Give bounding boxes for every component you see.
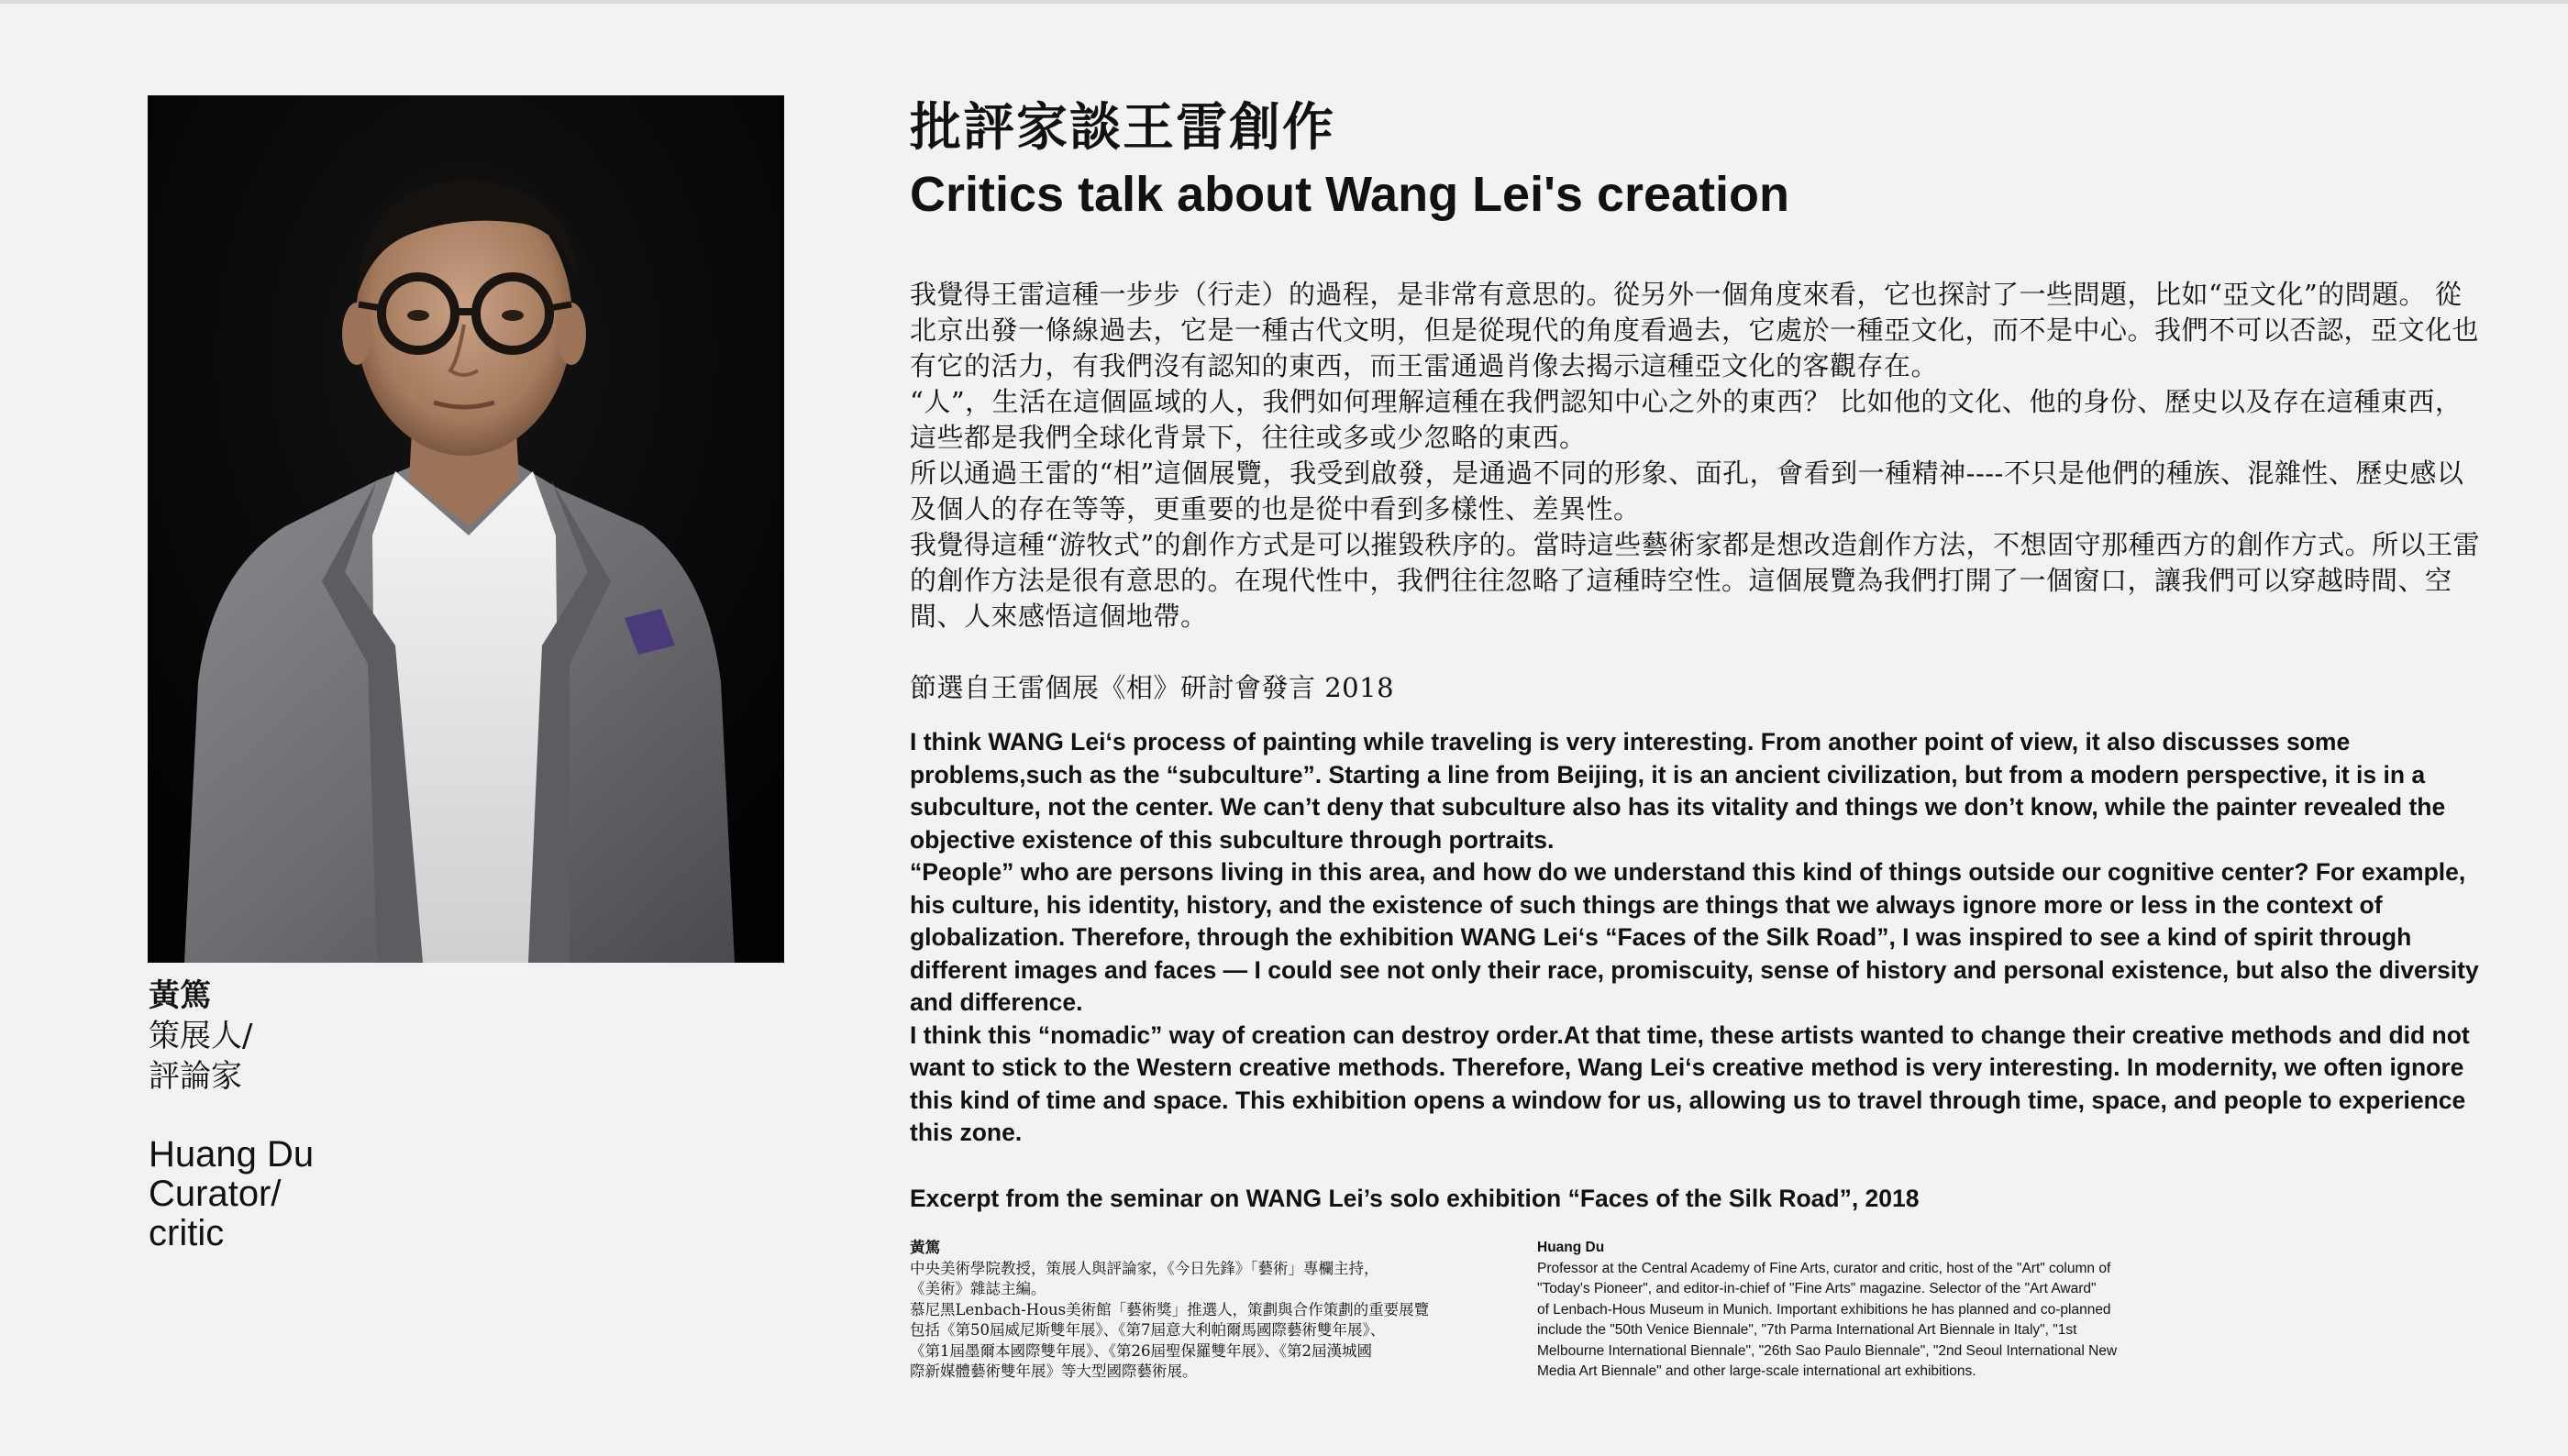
bio-english-line: include the "50th Venice Biennale", "7th Parma International Art Biennale in Italy", "1st <box>1537 1322 2077 1338</box>
bio-chinese-line: 中央美術學院教授，策展人與評論家，《今日先鋒》「藝術」專欄主持， <box>910 1259 1379 1277</box>
chinese-paragraph: 我覺得王雷這種一步步（行走）的過程，是非常有意思的。從另外一個角度來看，它也探討了一些問題，比如“亞文化”的問題。 從北京出發一條線過去，它是一種古代文明，但是從現代的角度看過去，它處於一種亞文化，而不是中心。我們不可以否認，亞文化也有它的活力，有我們沒有認知的東西，而王雷通過肖像去揭示這種亞文化的客觀存在。 <box>910 279 2480 381</box>
chinese-source-note: 節選自王雷個展《相》研討會發言 2018 <box>910 672 1395 703</box>
bio-english-line: of Lenbach-Hous Museum in Munich. Important exhibitions he has planned and co-planned <box>1537 1301 2111 1318</box>
person-caption <box>149 976 625 1253</box>
bio-chinese-line: 《第1屆墨爾本國際雙年展》、《第26屆聖保羅雙年展》、《第2屆漢城國 <box>910 1341 1372 1360</box>
chinese-paragraph: 所以通過王雷的“相”這個展覽，我受到啟發，是通過不同的形象、面孔，會看到一種精神----不只是他們的種族、混雜性、歷史感以及個人的存在等等，更重要的也是從中看到多樣性、差異性。 <box>910 458 2464 524</box>
top-divider <box>0 0 2568 4</box>
person-role-cn-line-1: 策展人/ <box>149 1018 253 1054</box>
page-title-cn: 批評家談王雷創作 <box>910 98 1335 158</box>
chinese-paragraph: 我覺得這種“游牧式”的創作方式是可以摧毀秩序的。當時這些藝術家都是想改造創作方法，不想固守那種西方的創作方式。所以王雷的創作方法是很有意思的。在現代性中，我們往往忽略了這種時空性。這個展覽為我們打開了一個窗口，讓我們可以穿越時間、空間、人來感悟這個地帶。 <box>910 529 2481 632</box>
english-paragraph: “People” who are persons living in this area, and how do we understand this kind of things outside our cognitive center? For example, his culture, his identity, history, and the existence of such things are things that we always ignore more or less in the context of globalization. Therefore, through the exhibition WANG Lei‘s “Faces of the Silk Road”, I was inspired to see a kind of spirit through different images and faces — I could see not only their race, promiscuity, sense of history and personal existence, but also the diversity and difference. <box>910 858 2479 1016</box>
person-role-en-line-1: Curator/ <box>149 1174 282 1214</box>
bio-chinese-line: 慕尼黑Lenbach-Hous美術館「藝術獎」推選人，策劃與合作策劃的重要展覽 <box>910 1300 1430 1318</box>
bio-english-line: Professor at the Central Academy of Fine Arts, curator and critic, host of the "Art" column of <box>1537 1260 2111 1276</box>
bio-english <box>1537 1238 2179 1383</box>
english-paragraph: I think WANG Lei‘s process of painting while traveling is very interesting. From another point of view, it also discusses some problems,such as the “subculture”. Starting a line from Beijing, it is an ancient civilization, but from a modern perspective, it is in a subculture, not the center. We can’t deny that subculture also has its vitality and things we don’t know, while the painter revealed the objective existence of this subculture through portraits. <box>910 728 2446 854</box>
person-caption-en <box>149 1135 625 1253</box>
person-name-en: Huang Du <box>149 1134 315 1175</box>
english-text-body <box>910 726 2487 1150</box>
english-source-note: Excerpt from the seminar on WANG Lei’s solo exhibition “Faces of the Silk Road”, 2018 <box>910 1184 1920 1212</box>
bio-english-line: "Today's Pioneer", and editor-in-chief of "Fine Arts" magazine. Selector of the "Art Award" <box>1537 1281 2097 1296</box>
bio-english-title: Huang Du <box>1537 1240 1605 1255</box>
bio-chinese-title: 黃篤 <box>910 1239 940 1256</box>
page-title-en: Critics talk about Wang Lei's creation <box>910 167 1790 222</box>
bio-chinese <box>910 1238 1460 1383</box>
person-role-cn-line-2: 評論家 <box>149 1058 242 1095</box>
chinese-text-body <box>910 277 2487 634</box>
person-role-en-line-2: critic <box>149 1213 225 1253</box>
english-paragraph: I think this “nomadic” way of creation can destroy order.At that time, these artists wanted to change their creative methods and did not want to stick to the Western creative methods. Therefore, Wang Lei‘s creative method is very interesting. In modernity, we often ignore this kind of time and space. This exhibition opens a window for us, allowing us to travel through time, space, and people to experience this zone. <box>910 1020 2470 1146</box>
portrait-photo <box>148 95 784 963</box>
chinese-paragraph: “人”，生活在這個區域的人，我們如何理解這種在我們認知中心之外的東西？ 比如他的文化、他的身份、歷史以及存在這種東西，這些都是我們全球化背景下，往往或多或少忽略的東西。 <box>910 386 2463 453</box>
bio-chinese-line: 《美術》雜誌主編。 <box>910 1280 1046 1297</box>
bio-chinese-line: 包括《第50屆威尼斯雙年展》、《第7屆意大利帕爾馬國際藝術雙年展》、 <box>910 1321 1386 1339</box>
main-content <box>910 95 2487 1215</box>
bio-english-line: Melbourne International Biennale", "26th Sao Paulo Biennale", "2nd Seoul International New <box>1537 1342 2118 1359</box>
bio-chinese-line: 際新媒體藝術雙年展》等大型國際藝術展。 <box>910 1362 1198 1380</box>
person-name-cn: 黃篤 <box>149 977 211 1014</box>
bio-english-line: Media Art Biennale" and other large-scale international art exhibitions. <box>1537 1363 1976 1379</box>
